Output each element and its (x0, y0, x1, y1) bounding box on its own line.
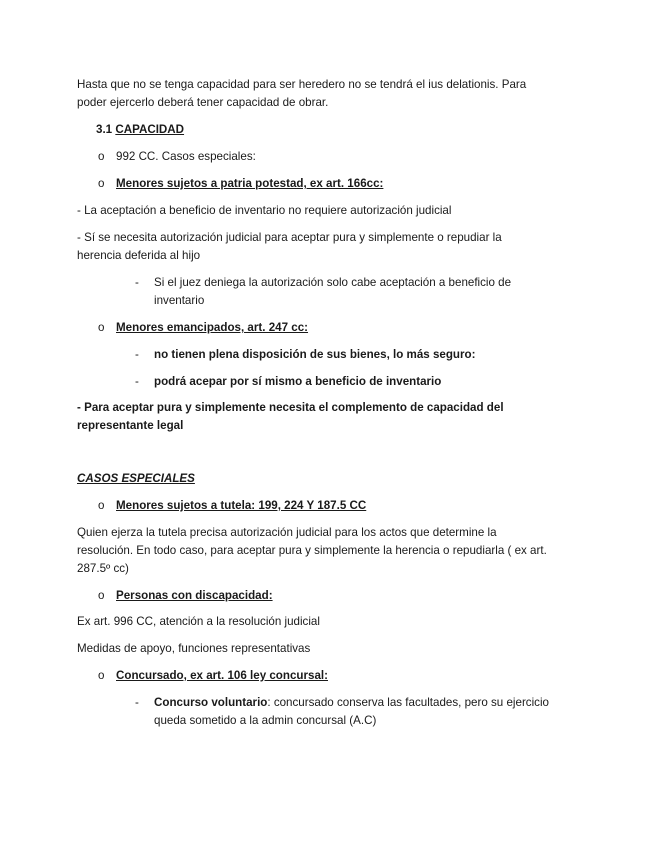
bullet-marker: o (98, 177, 105, 190)
dash-concurso-line-2: queda sometido a la admin concursal (A.C) (154, 714, 377, 727)
bullet-discapacidad: Personas con discapacidad: (116, 589, 273, 602)
dash-juez-line-1: Si el juez deniega la autorización solo cabe aceptación a beneficio de (154, 276, 512, 289)
bullet-casos-especiales: 992 CC. Casos especiales: (116, 150, 256, 163)
dash-juez-line-2: inventario (154, 294, 205, 307)
section-number: 3.1 (96, 123, 116, 136)
paragraph-autorizacion-line-2: herencia deferida al hijo (77, 249, 201, 262)
paragraph-complemento-line-2: representante legal (77, 419, 184, 432)
paragraph-tutela-line-3: 287.5º cc) (77, 562, 129, 575)
dash-marker: - (135, 276, 139, 289)
paragraph-medidas-apoyo: Medidas de apoyo, funciones representativas (77, 642, 311, 655)
intro-line-1: Hasta que no se tenga capacidad para ser heredero no se tendrá el ius delationis. Para (77, 78, 527, 91)
concurso-voluntario-text: : concursado conserva las facultades, pero su ejercicio (267, 696, 549, 709)
paragraph-autorizacion-line-1: - Sí se necesita autorización judicial para aceptar pura y simplemente o repudiar la (77, 231, 502, 244)
bullet-marker: o (98, 669, 105, 682)
dash-marker: - (135, 375, 139, 388)
bullet-marker: o (98, 321, 105, 334)
dash-marker: - (135, 696, 139, 709)
paragraph-beneficio-inventario: - La aceptación a beneficio de inventario no requiere autorización judicial (77, 204, 452, 217)
paragraph-tutela-line-1: Quien ejerza la tutela precisa autorización judicial para los actos que determine la (77, 526, 497, 539)
bullet-tutela: Menores sujetos a tutela: 199, 224 Y 187.5 CC (116, 499, 367, 512)
section-heading (96, 121, 184, 139)
bullet-marker: o (98, 499, 105, 512)
bullet-concursado: Concursado, ex art. 106 ley concursal: (116, 669, 328, 682)
dash-marker: - (135, 348, 139, 361)
concurso-voluntario-label: Concurso voluntario (154, 696, 268, 709)
bullet-marker: o (98, 150, 105, 163)
dash-concurso-line-1 (154, 694, 549, 712)
paragraph-art-996: Ex art. 996 CC, atención a la resolución judicial (77, 615, 320, 628)
paragraph-complemento-line-1: - Para aceptar pura y simplemente necesita el complemento de capacidad del (77, 401, 504, 414)
bullet-patria-potestad: Menores sujetos a patria potestad, ex art. 166cc: (116, 177, 384, 190)
bullet-emancipados: Menores emancipados, art. 247 cc: (116, 321, 309, 334)
section-title: CAPACIDAD (115, 123, 185, 136)
dash-acepar: podrá acepar por sí mismo a beneficio de inventario (154, 375, 442, 388)
bullet-marker: o (98, 589, 105, 602)
casos-especiales-heading: CASOS ESPECIALES (77, 472, 195, 485)
intro-line-2: poder ejercerlo deberá tener capacidad de obrar. (77, 96, 329, 109)
paragraph-tutela-line-2: resolución. En todo caso, para aceptar pura y simplemente la herencia o repudiarla ( ex art. (77, 544, 547, 557)
dash-plena-disposicion: no tienen plena disposición de sus bienes, lo más seguro: (154, 348, 476, 361)
